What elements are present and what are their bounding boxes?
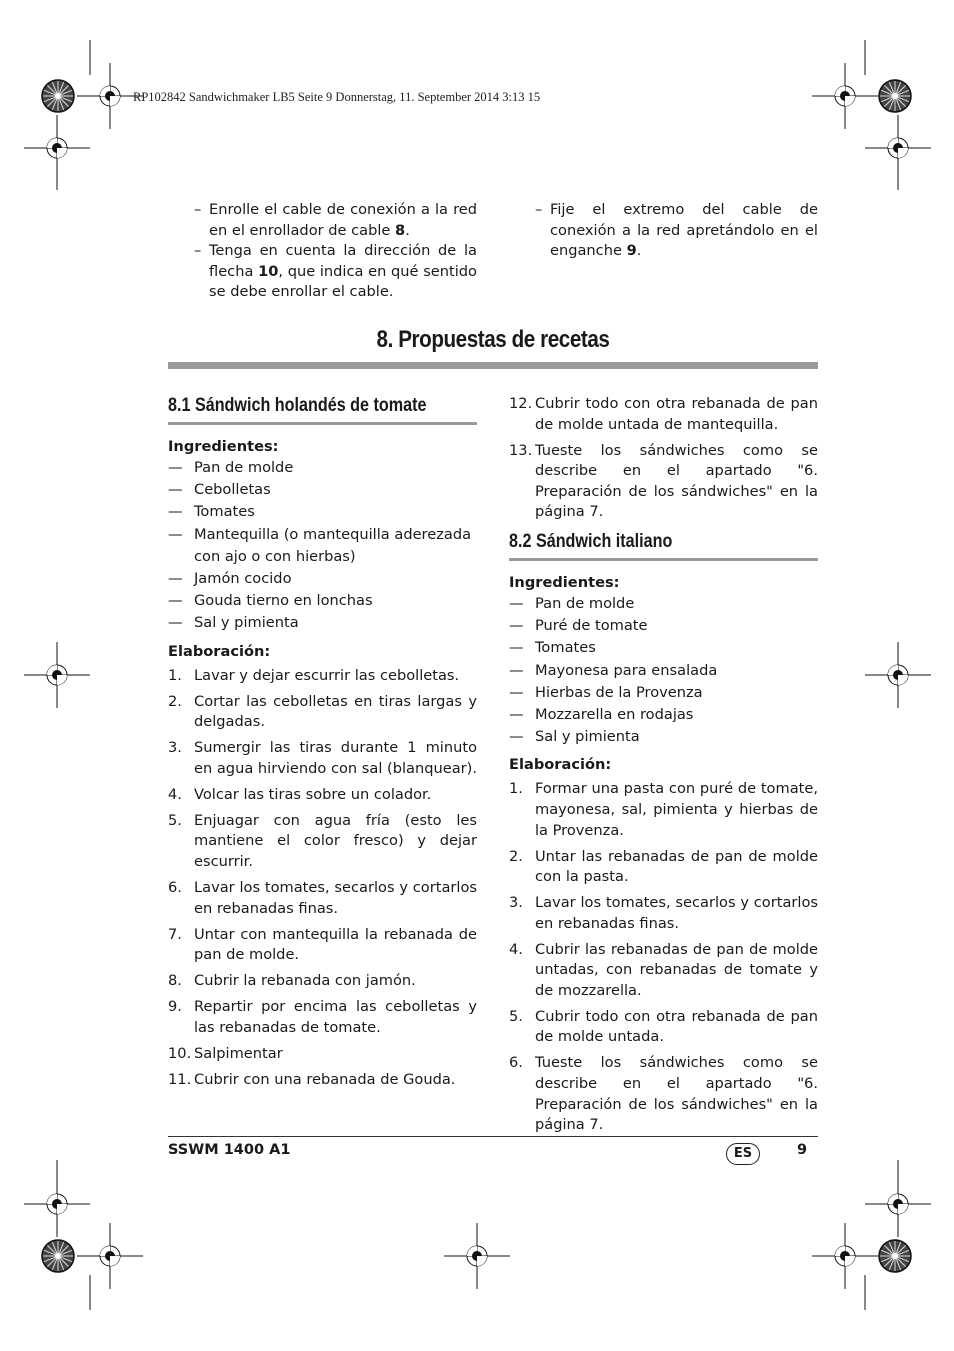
dash-marker: —: [168, 459, 183, 476]
step-number: 4.: [509, 940, 523, 958]
step-number: 13.: [509, 441, 533, 459]
crosshair-icon: [812, 1223, 878, 1289]
section-1-title: 8.1 Sándwich holandés de tomate: [168, 395, 427, 416]
step-item: 5. Cubrir todo con otra rebanada de pan de molde untada.: [509, 1007, 818, 1046]
step-number: 10.: [168, 1044, 192, 1062]
ingredient-item: — Mayonesa para ensalada: [509, 660, 818, 682]
registration-star-icon: [42, 80, 74, 112]
part-reference: 10: [258, 262, 279, 280]
dash-marker: –: [535, 201, 543, 218]
step-number: 5.: [509, 1007, 523, 1025]
chapter-title: 8. Propuestas de recetas: [376, 326, 610, 353]
crosshair-icon: [77, 1223, 143, 1289]
steps-label: Elaboración:: [509, 756, 612, 774]
section-2-title: 8.2 Sándwich italiano: [509, 530, 673, 552]
instruction-item: – Enrolle el cable de conexión a la red en el enrollador de cable 8.: [194, 201, 477, 239]
ingredients-label: Ingredientes:: [509, 573, 620, 591]
step-item: 4. Volcar las tiras sobre un colador.: [168, 785, 477, 806]
ingredient-item: — Tomates: [168, 501, 477, 523]
steps-list-continued: [509, 394, 818, 523]
instruction-item: – Fije el extremo del cable de conexión a la red apretándolo en el enganche 9.: [535, 201, 818, 260]
ingredient-item: — Mozzarella en rodajas: [509, 704, 818, 726]
step-item: 4. Cubrir las rebanadas de pan de molde untadas, con rebanadas de tomate y de mozzarella.: [509, 940, 818, 999]
ingredient-item: — Gouda tierno en lonchas: [168, 590, 477, 612]
ingredient-item: — Jamón cocido: [168, 568, 477, 590]
crosshair-icon: [865, 642, 931, 708]
dash-marker: —: [509, 683, 524, 701]
step-item: 3. Lavar los tomates, secarlos y cortarlos en rebanadas finas.: [509, 894, 818, 932]
ingredient-item: — Pan de molde: [509, 593, 818, 615]
dash-marker: —: [168, 614, 183, 632]
step-item: 11. Cubrir con una rebanada de Gouda.: [168, 1070, 477, 1091]
step-number: 1.: [509, 780, 523, 798]
page-number: 9: [797, 1142, 808, 1158]
section-1: [168, 395, 477, 1096]
crosshair-icon: [812, 63, 878, 129]
part-reference: 9: [626, 242, 637, 260]
dash-marker: —: [509, 639, 524, 657]
dash-marker: —: [509, 728, 524, 746]
ingredient-item: — Pan de molde: [168, 457, 477, 479]
dash-marker: —: [168, 481, 183, 499]
registration-star-icon: [42, 1240, 74, 1272]
ingredients-list: [168, 457, 477, 635]
step-item: 1. Lavar y dejar escurrir las cebolletas.: [168, 666, 477, 687]
step-number: 9.: [168, 998, 182, 1016]
steps-list: [168, 666, 477, 1091]
crosshair-icon: [24, 1171, 90, 1237]
ingredient-item: — Tomates: [509, 637, 818, 659]
ingredient-item: — Mantequilla (o mantequilla aderezada con ajo o con hierbas): [168, 525, 472, 565]
step-item: 13. Tueste los sándwiches como se describe en el apartado "6. Preparación de los sándwiches" en la página 7.: [509, 441, 818, 521]
crosshair-icon: [24, 642, 90, 708]
dash-marker: –: [194, 201, 202, 218]
chapter-rule: [168, 362, 818, 369]
dash-marker: —: [168, 592, 183, 610]
dash-marker: –: [194, 242, 202, 260]
step-number: 11.: [168, 1070, 192, 1088]
step-number: 2.: [509, 847, 523, 865]
section-1-rule: [168, 422, 477, 425]
section-2: [509, 531, 818, 1136]
crosshair-icon: [865, 115, 931, 181]
dash-marker: —: [168, 570, 183, 588]
print-slug: RP102842 Sandwichmaker LB5 Seite 9 Donnerstag, 11. September 2014 3:13 15: [133, 90, 541, 104]
dash-marker: —: [168, 525, 183, 543]
dash-marker: —: [509, 594, 524, 612]
step-number: 4.: [168, 785, 182, 803]
part-reference: 8: [395, 221, 406, 239]
step-number: 8.: [168, 972, 182, 990]
step-number: 3.: [509, 894, 523, 912]
step-number: 12.: [509, 395, 533, 412]
footer-rule: [168, 1136, 818, 1137]
steps-label: Elaboración:: [168, 642, 271, 660]
ingredient-item: — Puré de tomate: [509, 615, 818, 637]
right-column: [509, 394, 818, 1141]
ingredient-item: — Sal y pimienta: [509, 726, 818, 748]
language-badge: ES: [726, 1143, 760, 1165]
crosshair-icon: [444, 1223, 510, 1289]
step-number: 1.: [168, 666, 182, 684]
step-item: 12. Cubrir todo con otra rebanada de pan de molde untada de mantequilla.: [509, 395, 818, 433]
dash-marker: —: [509, 617, 524, 635]
step-item: 9. Repartir por encima las cebolletas y las rebanadas de tomate.: [168, 998, 477, 1036]
registration-star-icon: [879, 80, 911, 112]
steps-list: [509, 779, 818, 1135]
step-number: 3.: [168, 739, 182, 757]
step-item: 2. Cortar las cebolletas en tiras largas y delgadas.: [168, 692, 477, 731]
dash-marker: —: [168, 503, 183, 521]
registration-star-icon: [879, 1240, 911, 1272]
step-number: 7.: [168, 925, 182, 943]
dash-marker: —: [509, 661, 524, 679]
ingredients-list: [509, 593, 818, 748]
crosshair-icon: [24, 115, 90, 181]
step-item: 6. Lavar los tomates, secarlos y cortarlos en rebanadas finas.: [168, 878, 477, 917]
step-item: 8. Cubrir la rebanada con jamón.: [168, 971, 477, 992]
step-item: 5. Enjuagar con agua fría (esto les mantiene el color fresco) y dejar escurrir.: [168, 811, 477, 870]
step-number: 6.: [509, 1054, 523, 1072]
intro-left: [194, 200, 477, 303]
ingredient-item: — Cebolletas: [168, 479, 477, 501]
ingredients-label: Ingredientes:: [168, 438, 279, 455]
crosshair-icon: [865, 1171, 931, 1237]
step-item: 3. Sumergir las tiras durante 1 minuto en agua hirviendo con sal (blanquear).: [168, 739, 478, 777]
instruction-item: – Tenga en cuenta la dirección de la flecha 10, que indica en qué sentido se debe enrollar el cable.: [194, 242, 477, 301]
step-number: 5.: [168, 811, 182, 829]
step-item: 10. Salpimentar: [168, 1044, 477, 1065]
step-item: 6. Tueste los sándwiches como se describe en el apartado "6. Preparación de los sándwiches" en la página 7.: [509, 1054, 818, 1134]
ingredient-item: — Hierbas de la Provenza: [509, 682, 818, 704]
step-item: 1. Formar una pasta con puré de tomate, mayonesa, sal, pimienta y hierbas de la Provenza.: [509, 780, 818, 839]
footer-model: SSWM 1400 A1: [168, 1142, 291, 1158]
dash-marker: —: [509, 705, 524, 723]
step-number: 6.: [168, 878, 182, 896]
intro-right: [535, 200, 818, 262]
ingredient-item: — Sal y pimienta: [168, 612, 477, 634]
section-2-rule: [509, 558, 818, 561]
step-item: 2. Untar las rebanadas de pan de molde con la pasta.: [509, 847, 818, 886]
step-item: 7. Untar con mantequilla la rebanada de pan de molde.: [168, 925, 477, 964]
step-number: 2.: [168, 692, 182, 710]
